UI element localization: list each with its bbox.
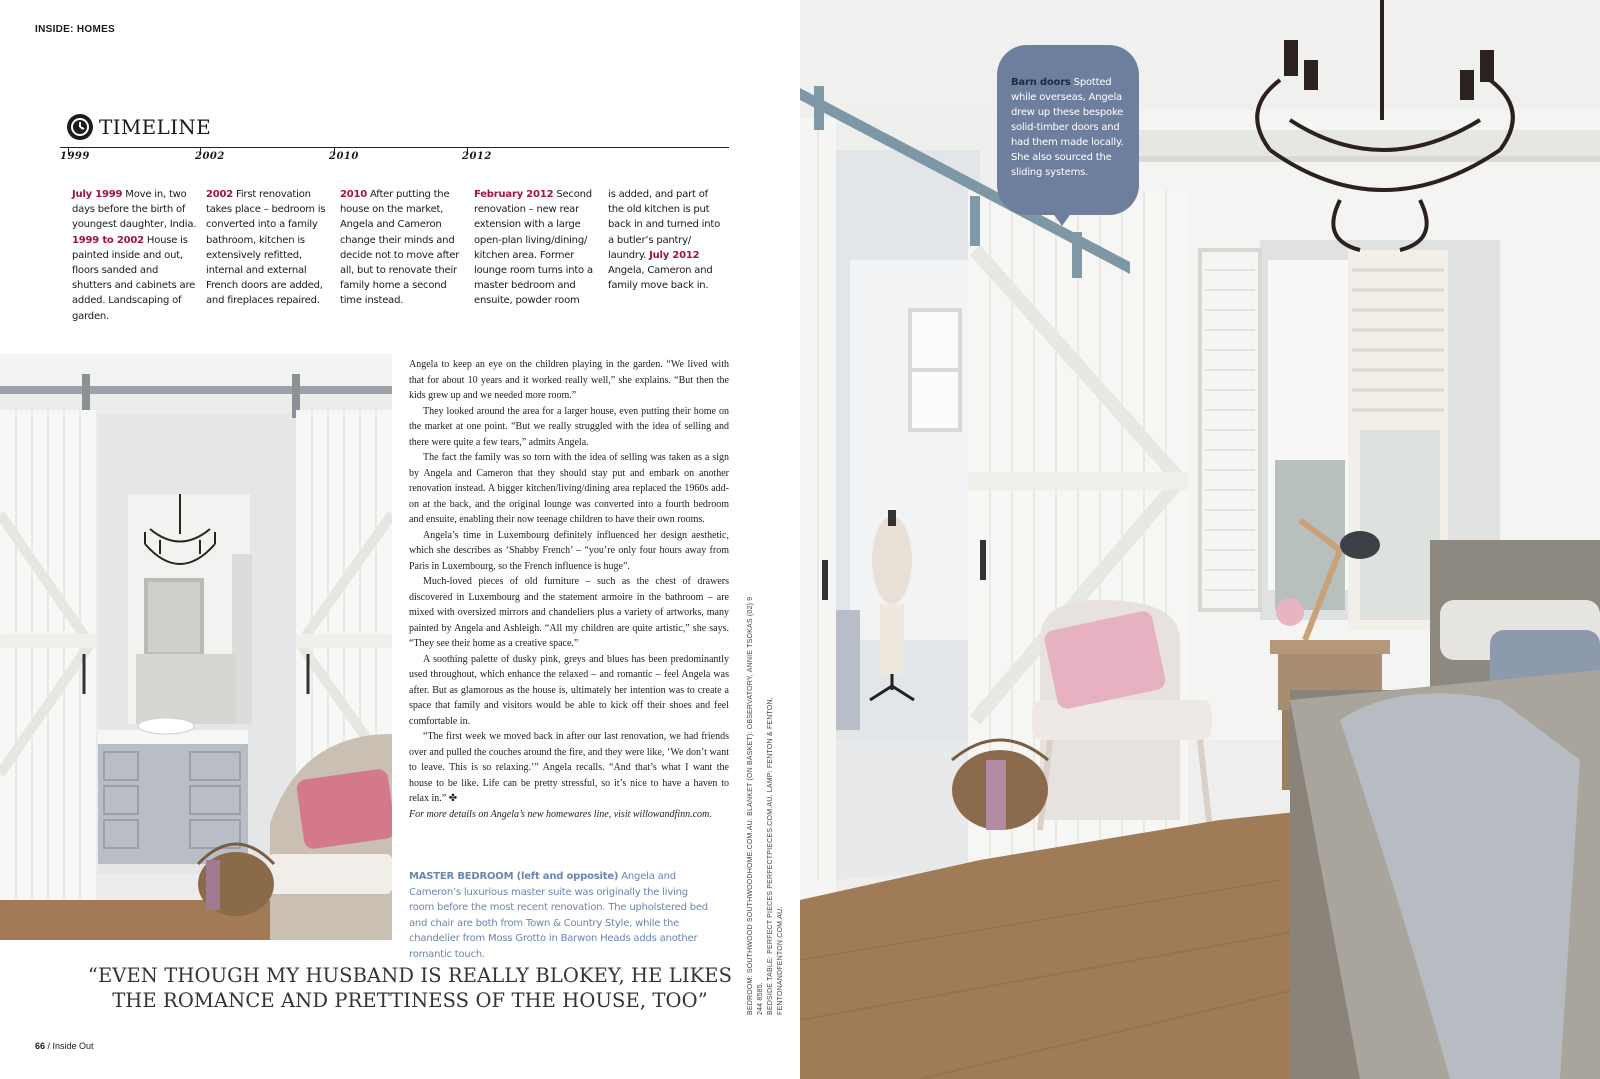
timeline-entry: Angela, Cameron and family move back in. <box>608 265 713 292</box>
timeline-column <box>474 187 602 309</box>
magazine-name: Inside Out <box>52 1041 94 1051</box>
section-label: INSIDE: HOMES <box>35 24 116 35</box>
bedroom-photo-left <box>0 354 392 940</box>
article-paragraph: Much-loved pieces of old furniture – such as the chest of drawers discovered in Luxembourg and the statement armoire in the bathroom – are mixed with oversized mirrors and chandeliers plus a variety of artworks, many painted by Angela and Ashleigh. “All my children are quite artistic,” she says. “They see their home as a creative space.” <box>409 576 729 649</box>
timeline-axis <box>60 147 729 148</box>
timeline-entry: First renovation takes place – bedroom is converted into a family bathroom, kitchen is extensively refitted, internal and external French doors are added, and fireplaces repaired. <box>206 189 326 307</box>
timeline-date: 1999 to 2002 <box>72 234 144 246</box>
timeline-entry: is added, and part of the old kitchen is put back in and turned into a butler’s pantry/ laundry. <box>608 189 720 261</box>
timeline-column <box>206 187 334 309</box>
barn-doors-callout <box>997 45 1139 215</box>
timeline-year: 2010 <box>329 151 359 162</box>
article-paragraph: “The first week we moved back in after our last renovation, we had friends over and pulled the couches around the fire, and they were like, ‘We don’t want to leave. This is so relaxing.’” Angela recalls. “And that’s what I want the house to be like. Life can be pretty stressful, so it’s nice to have a haven to relax in.” ✤ <box>409 731 729 804</box>
bedroom-photo-right <box>800 0 1600 1079</box>
pull-quote: “EVEN THOUGH MY HUSBAND IS REALLY BLOKEY, HE LIKES THE ROMANCE AND PRETTINESS OF THE HOUSE, TOO” <box>87 964 733 1012</box>
photo-caption <box>409 869 709 962</box>
timeline-date: July 1999 <box>72 189 123 200</box>
timeline-year: 2012 <box>462 151 492 162</box>
timeline-entry: After putting the house on the market, Angela and Cameron change their minds and decide not to move after all, but to renovate their family home a second time instead. <box>340 189 460 307</box>
timeline-year: 1999 <box>60 151 90 162</box>
timeline-column <box>72 187 200 324</box>
callout-tail <box>1052 212 1072 226</box>
folio-separator: / <box>45 1041 53 1051</box>
article-paragraph: They looked around the area for a larger house, even putting their home on the market at one point. “But we really struggled with the idea of selling and there were quite a few tears,” admits Angela. <box>409 405 729 448</box>
article-paragraph: A soothing palette of dusky pink, greys and blues has been predominantly used throughout, which enhance the relaxed – and romantic – feel Angela was after. But as glamorous as the house is, ultimately her intention was to create a space that family and visitors would be able to kick off their shoes and feel comfortable in. <box>409 653 729 727</box>
clock-icon <box>67 114 93 140</box>
article-paragraph: Angela’s time in Luxembourg definitely influenced her design aesthetic, which she describes as ‘Shabby French’ – “you’re only four hours away from Paris in Luxembourg, so the French influence is huge”. <box>409 529 729 572</box>
page-number: 66 <box>35 1041 46 1051</box>
timeline-title: TIMELINE <box>99 115 211 139</box>
article-paragraph: Angela to keep an eye on the children playing in the garden. “We lived with that for about 10 years and it worked really well,” she explains. “But then the kids grew up and we needed more room.” <box>409 359 729 401</box>
timeline-entry: Move in, two days before the birth of youngest daughter, India. <box>72 189 197 231</box>
timeline-date: July 2012 <box>649 249 700 261</box>
timeline-date: 2010 <box>340 189 368 200</box>
timeline-heading <box>67 113 211 141</box>
page-folio <box>35 1041 94 1051</box>
timeline-column <box>340 187 468 309</box>
timeline-entry: Second renovation – new rear extension with a large open-plan living/dining/ kitchen area. Former lounge room turns into a master bedroom and ensuite, powder room <box>474 189 593 307</box>
callout-heading: Barn doors <box>1011 77 1071 88</box>
credits-line: BEDROOM: SOUTHWOOD SOUTHWOODHOME.COM.AU. BLANKET (ON BASKET): OBSERVATORY, ANNIE TSOKAS (02) 9 244 8585. <box>747 596 764 1015</box>
caption-text: Angela and Cameron’s luxurious master suite was originally the living room before the most recent renovation. The upholstered bed and chair are both from Town & Country Style, while the chandelier from Moss Grotto in Barwon Heads adds another romantic touch. <box>409 871 708 960</box>
timeline-year: 2002 <box>195 151 225 162</box>
timeline-date: February 2012 <box>474 189 554 200</box>
article-credit-line: For more details on Angela’s new homewares line, visit willowandfinn.com. <box>409 808 712 820</box>
timeline-date: 2002 <box>206 189 234 200</box>
article-body <box>409 357 729 822</box>
article-paragraph: The fact the family was so torn with the idea of selling was taken as a sign by Angela and Cameron that they should stay put and embark on another renovation instead. A bigger kitchen/living/dining area replaced the 1960s add-on at the back, and the original lounge was converted into a fourth bedroom and ensuite, enabling their now teenage children to have their own rooms. <box>409 452 729 525</box>
timeline-entry: House is painted inside and out, floors sanded and shutters and cabinets are added. Landscaping of garden. <box>72 234 196 322</box>
timeline-column <box>608 187 726 293</box>
photo-credits <box>746 595 784 1015</box>
credits-line: BEDSIDE TABLE: PERFECT PIECES PERFECTPIECES.COM.AU. LAMP: FENTON & FENTON, FENTONANDFENTON.COM.AU. <box>767 697 784 1015</box>
callout-text: Spotted while overseas, Angela drew up these bespoke solid-timber doors and had them made locally. She also sourced the sliding systems. <box>1011 77 1124 178</box>
caption-heading: MASTER BEDROOM (left and opposite) <box>409 871 619 882</box>
